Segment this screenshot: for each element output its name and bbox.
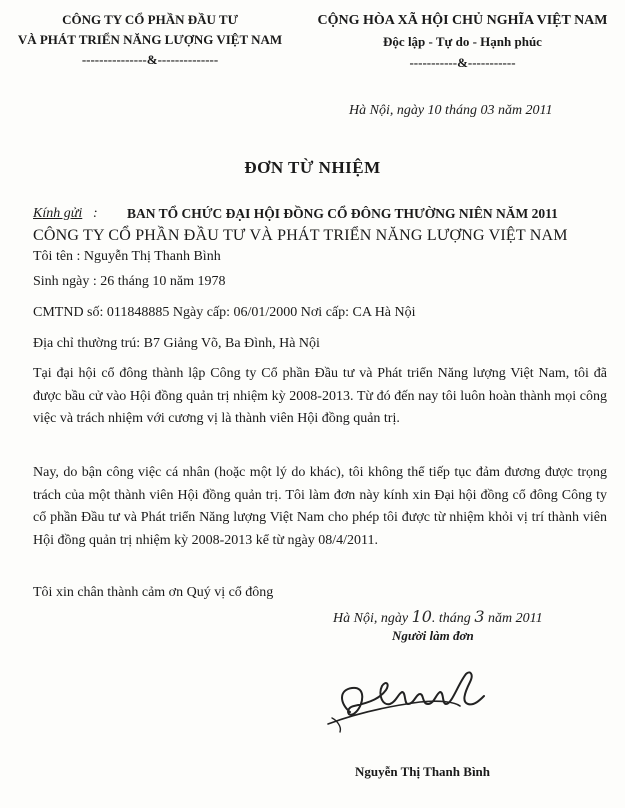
signoff-date xyxy=(333,607,543,627)
signer-name: Nguyễn Thị Thanh Bình xyxy=(355,764,491,779)
field-address: Địa chỉ thường trú: B7 Giảng Võ, Ba Đình, Hà Nội xyxy=(33,336,320,351)
field-name: Tôi tên : Nguyễn Thị Thanh Bình xyxy=(33,249,221,264)
nation-header xyxy=(300,10,625,73)
nation-motto: Độc lập - Tự do - Hạnh phúc xyxy=(383,34,542,49)
document-title: ĐƠN TỪ NHIỆM xyxy=(244,158,381,177)
signer-role: Người làm đơn xyxy=(392,628,474,643)
recipient-label: Kính gửi xyxy=(33,206,83,221)
paragraph-2: Nay, do bận công việc cá nhân (hoặc một lý do khác), tôi không thể tiếp tục đảm đương được trọng trách của một thành viên Hội đồng quản trị. Tôi làm đơn này kính xin Đại hội đồng cổ đông Công ty cổ phần Đầu tư và Phát triển Năng lượng Việt Nam cho phép tôi được từ nhiệm khỏi vị trí thành viên Hội đồng quản trị nhiệm kỳ 2008-2013 kể từ ngày 08/4/2011. xyxy=(33,465,607,548)
nation-title: CỘNG HÒA XÃ HỘI CHỦ NGHĨA VIỆT NAM xyxy=(317,13,608,28)
field-dob: Sinh ngày : 26 tháng 10 năm 1978 xyxy=(33,274,226,289)
paragraph-1: Tại đại hội cổ đông thành lập Công ty Cổ phần Đầu tư và Phát triển Năng lượng Việt Nam, tôi đã được bầu cử vào Hội đồng quản trị nhiệm kỳ 2008-2013. Từ đó đến nay tôi luôn hoàn thành mọi công việc và trách nhiệm với cương vị là thành viên Hội đồng quản trị. xyxy=(33,366,607,426)
company-header xyxy=(0,10,300,70)
signoff-month-handwritten: 3 xyxy=(474,607,485,626)
handwritten-signature xyxy=(320,660,520,750)
signoff-year: năm 2011 xyxy=(484,611,543,626)
company-name-line2: VÀ PHÁT TRIỂN NĂNG LƯỢNG VIỆT NAM xyxy=(17,32,283,47)
company-name-line1: CÔNG TY CỔ PHẦN ĐẦU TƯ xyxy=(62,12,238,27)
recipient-colon: : xyxy=(93,206,98,221)
signoff-day-handwritten: 10 xyxy=(411,607,432,626)
company-separator: ---------------&-------------- xyxy=(81,52,219,67)
signoff-month-prefix: . tháng xyxy=(431,611,475,626)
signoff-date-prefix: Hà Nội, ngày xyxy=(333,611,412,626)
field-id: CMTND số: 011848885 Ngày cấp: 06/01/2000 Nơi cấp: CA Hà Nội xyxy=(33,305,416,320)
recipient-line2: CÔNG TY CỔ PHẦN ĐẦU TƯ VÀ PHÁT TRIỂN NĂNG LƯỢNG VIỆT NAM xyxy=(33,227,568,244)
thanks-line: Tôi xin chân thành cảm ơn Quý vị cổ đông xyxy=(33,585,274,600)
nation-separator: -----------&----------- xyxy=(409,55,516,70)
recipient-line1: BAN TỔ CHỨC ĐẠI HỘI ĐỒNG CỔ ĐÔNG THƯỜNG NIÊN NĂM 2011 xyxy=(127,206,558,221)
document-date: Hà Nội, ngày 10 tháng 03 năm 2011 xyxy=(349,103,553,118)
